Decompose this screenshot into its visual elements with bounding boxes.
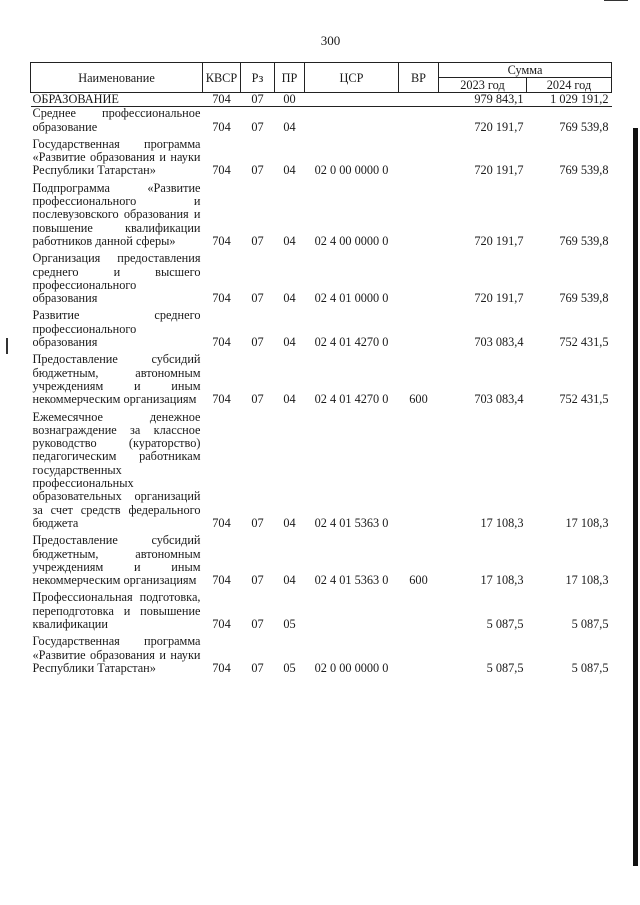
row-kvsr: 704 (212, 335, 231, 350)
row-rz: 07 (251, 515, 264, 530)
row-csr (305, 591, 399, 635)
row-vr (399, 93, 439, 107)
row-kvsr: 704 (203, 93, 241, 107)
row-vr (399, 591, 439, 635)
row-amount-2024: 769 539,8 (559, 119, 609, 134)
row-pr: 04 (283, 335, 296, 350)
table-row (31, 107, 612, 138)
table-row (31, 591, 612, 635)
row-kvsr: 704 (212, 616, 231, 631)
row-csr: 02 0 00 0000 0 (314, 660, 389, 675)
row-amount-2024: 5 087,5 (571, 660, 609, 675)
row-csr (305, 107, 399, 138)
row-pr: 04 (283, 573, 296, 588)
row-csr: 02 0 00 0000 0 (314, 163, 389, 178)
row-csr: 02 4 01 5363 0 (314, 573, 389, 588)
row-csr: 02 4 01 5363 0 (314, 515, 389, 530)
page-number: 300 (320, 33, 341, 48)
row-name: Профессиональная подготовка, переподготовка и повышение квалификации (32, 590, 201, 631)
row-amount-2023: 17 108,3 (480, 515, 524, 530)
row-kvsr: 704 (212, 291, 231, 306)
row-pr: 05 (283, 660, 296, 675)
row-amount-2023: 5 087,5 (486, 660, 524, 675)
header-pr: ПР (275, 63, 305, 93)
corner-mark (604, 0, 628, 1)
row-kvsr: 704 (212, 119, 231, 134)
row-amount-2023: 703 083,4 (474, 335, 524, 350)
header-rz: Рз (241, 63, 275, 93)
row-kvsr: 704 (212, 233, 231, 248)
row-pr: 04 (283, 163, 296, 178)
row-pr: 05 (283, 616, 296, 631)
row-name: Предоставление субсидий бюджетным, автономным учреждениям и иным некоммерческим организациям (32, 533, 201, 588)
row-rz: 07 (251, 163, 264, 178)
header-name: Наименование (31, 63, 203, 93)
margin-tick (6, 338, 8, 354)
row-amount-2024: 769 539,8 (559, 163, 609, 178)
row-amount-2023: 720 191,7 (474, 233, 524, 248)
row-amount-2023: 17 108,3 (480, 573, 524, 588)
row-pr: 04 (283, 515, 296, 530)
header-csr: ЦСР (305, 63, 399, 93)
row-amount-2024: 752 431,5 (559, 335, 609, 350)
row-name: Ежемесячное денежное вознаграждение за классное руководство (кураторство) педагогическим работникам государственных профессиональных образовательных организаций за счет средств федерального бюджета (32, 409, 201, 530)
row-amount-2023: 5 087,5 (486, 616, 524, 631)
row-name: Государственная программа «Развитие образования и науки Республики Татарстан» (32, 634, 201, 675)
row-rz: 07 (251, 660, 264, 675)
row-kvsr: 704 (212, 660, 231, 675)
row-pr: 04 (283, 291, 296, 306)
table-row (31, 93, 612, 107)
row-amount-2023: 703 083,4 (474, 392, 524, 407)
row-vr (399, 182, 439, 252)
row-amount-2024: 1 029 191,2 (527, 93, 612, 107)
row-pr: 04 (283, 392, 296, 407)
row-amount-2023: 720 191,7 (474, 291, 524, 306)
table-row (31, 309, 612, 353)
row-vr: 600 (409, 573, 428, 588)
row-name: Развитие среднего профессионального образования (32, 308, 201, 350)
row-vr (399, 252, 439, 309)
row-vr: 600 (409, 392, 428, 407)
row-rz: 07 (251, 392, 264, 407)
header-sum: Сумма (439, 63, 612, 78)
scan-edge-bar (633, 128, 638, 866)
table-body (31, 93, 612, 680)
row-name: Государственная программа «Развитие образования и науки Республики Татарстан» (32, 136, 201, 178)
header-year-2024: 2024 год (527, 78, 612, 93)
table-header (31, 63, 612, 93)
row-rz: 07 (251, 233, 264, 248)
row-name: Среднее профессиональное образование (32, 106, 201, 134)
row-name: Подпрограмма «Развитие профессионального и послевузовского образования и повышение квалификации работников данной сферы» (32, 180, 201, 248)
table-row (31, 534, 612, 591)
table-row (31, 182, 612, 252)
row-amount-2024: 5 087,5 (571, 616, 609, 631)
header-kvsr: КВСР (203, 63, 241, 93)
table-row (31, 411, 612, 535)
row-amount-2023: 979 843,1 (439, 93, 527, 107)
row-amount-2024: 17 108,3 (565, 515, 609, 530)
row-vr (399, 411, 439, 535)
table-row (31, 353, 612, 410)
row-name: Предоставление субсидий бюджетным, автономным учреждениям и иным некоммерческим организациям (32, 352, 201, 407)
row-kvsr: 704 (212, 392, 231, 407)
row-amount-2024: 17 108,3 (565, 573, 609, 588)
table-row (31, 635, 612, 679)
row-pr: 04 (283, 119, 296, 134)
row-rz: 07 (251, 119, 264, 134)
row-pr: 04 (283, 233, 296, 248)
row-csr: 02 4 01 4270 0 (314, 335, 389, 350)
table-row (31, 252, 612, 309)
row-amount-2024: 769 539,8 (559, 291, 609, 306)
table-row (31, 138, 612, 182)
row-csr: 02 4 01 4270 0 (314, 392, 389, 407)
row-amount-2023: 720 191,7 (474, 163, 524, 178)
row-amount-2023: 720 191,7 (474, 119, 524, 134)
row-rz: 07 (251, 573, 264, 588)
header-vr: ВР (399, 63, 439, 93)
row-vr (399, 635, 439, 679)
row-pr: 00 (275, 93, 305, 107)
row-rz: 07 (241, 93, 275, 107)
row-rz: 07 (251, 335, 264, 350)
row-amount-2024: 752 431,5 (559, 392, 609, 407)
row-name: Организация предоставления среднего и высшего профессионального образования (32, 251, 201, 306)
row-name: ОБРАЗОВАНИЕ (31, 93, 203, 107)
row-rz: 07 (251, 616, 264, 631)
row-kvsr: 704 (212, 573, 231, 588)
row-amount-2024: 769 539,8 (559, 233, 609, 248)
row-rz: 07 (251, 291, 264, 306)
row-vr (399, 309, 439, 353)
row-kvsr: 704 (212, 163, 231, 178)
row-vr (399, 138, 439, 182)
row-csr: 02 4 00 0000 0 (314, 233, 389, 248)
header-year-2023: 2023 год (439, 78, 527, 93)
row-kvsr: 704 (212, 515, 231, 530)
row-csr (305, 93, 399, 107)
budget-table (30, 62, 612, 679)
row-csr: 02 4 01 0000 0 (314, 291, 389, 306)
row-vr (399, 107, 439, 138)
